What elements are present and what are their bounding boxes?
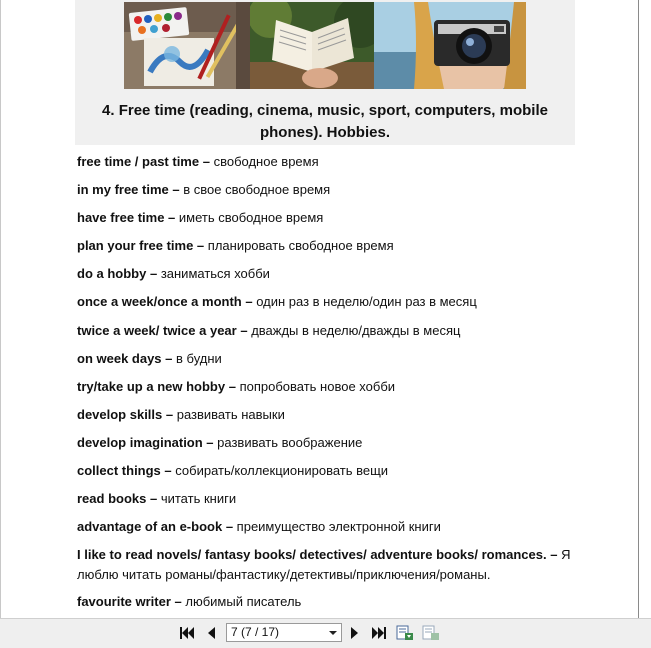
vocab-translation: развивать воображение [217,434,363,450]
vocab-separator: – [222,519,237,535]
next-page-icon[interactable] [346,625,364,641]
vocab-term: collect things [77,463,161,479]
vocab-translation: преимущество электронной книги [236,519,441,535]
vocab-entry [77,405,597,433]
vocab-entry [77,461,597,489]
camera-photo [374,2,526,89]
vocab-separator: – [193,238,208,254]
vocab-term: try/take up a new hobby [77,378,226,394]
vocab-entry [77,489,597,517]
vocab-translation: планировать свободное время [207,238,394,254]
page-select[interactable] [226,623,342,642]
vocab-translation: заниматься хобби [160,266,270,282]
vocab-entry [77,152,597,180]
vocab-translation: читать книги [160,491,237,507]
vocab-entry [77,321,597,349]
vocab-separator: – [162,406,177,422]
vocab-separator: – [241,294,257,310]
vocab-entry [77,433,597,461]
vocab-term: develop skills [77,406,163,422]
vocab-term: have free time [77,210,165,226]
page-settings-icon[interactable] [396,625,414,641]
vocab-translation: иметь свободное время [178,210,324,226]
vocab-translation: в свое свободное время [183,182,331,198]
navigation-toolbar [0,618,651,648]
vocab-separator: – [160,463,176,479]
vocab-term: develop imagination [77,434,203,450]
first-page-icon[interactable] [178,625,196,641]
vocab-translation: любимый писатель [185,594,302,610]
vocabulary-list [77,152,597,618]
vocab-translation: собирать/коллекционировать вещи [175,463,389,479]
vocab-separator: – [225,378,240,394]
vocab-separator: – [236,322,252,338]
vocab-separator: – [546,547,562,563]
vocab-term: I like to read novels/ fantasy books/ detectives/ adventure books/ romances. [77,547,547,563]
vocab-separator: – [146,266,161,282]
vocab-term: favourite writer [77,594,171,610]
vocab-term: read books [77,491,147,507]
vocab-entry [77,264,597,292]
vocab-translation: в будни [176,350,222,366]
vocab-translation: Я люблю читать романы/фантастику/детективы/приключения/романы. [77,547,571,583]
vocab-separator: – [202,434,218,450]
vocab-separator: – [161,350,177,366]
vocab-term: plan your free time [77,238,194,254]
prev-page-icon[interactable] [202,625,220,641]
vocab-separator: – [170,594,186,610]
page-left-edge [0,0,1,618]
vocab-entry [77,180,597,208]
vocab-term: on week days [77,350,162,366]
vocab-translation: попробовать новое хобби [239,378,396,394]
header-photos [124,2,526,89]
vocab-entry [77,292,597,320]
vocab-separator: – [168,182,184,198]
vocab-separator: – [199,154,214,169]
vocab-separator: – [146,491,161,507]
vocab-translation: свободное время [213,154,319,169]
vocab-entry [77,517,597,545]
painting-supplies-photo [124,2,250,89]
section-heading: 4. Free time (reading, cinema, music, sport, computers, mobile phones). Hobbies. [102,102,548,141]
vocab-translation: развивать навыки [176,406,285,422]
page-number-display: 7 (7 / 17) [231,625,280,639]
vocab-term: free time / past time [77,154,200,169]
last-page-icon[interactable] [370,625,388,641]
vocab-term: in my free time [77,182,169,198]
vocab-entry [77,592,597,618]
vocab-entry [77,545,597,592]
vocab-separator: – [164,210,179,226]
vocab-entry [77,349,597,377]
vocab-entry [77,208,597,236]
vocab-term: once a week/once a month [77,294,242,310]
vocab-term: twice a week/ twice a year [77,322,237,338]
vocab-translation: дважды в неделю/дважды в месяц [251,322,461,338]
page-export-icon[interactable] [422,625,440,641]
vocab-term: do a hobby [77,266,147,282]
vocab-entry [77,377,597,405]
vocab-translation: один раз в неделю/один раз в месяц [256,294,477,310]
vocab-entry [77,236,597,264]
chevron-down-icon [329,631,337,635]
page-right-edge [638,0,639,618]
reading-book-photo [250,2,374,89]
vocab-term: advantage of an e-book [77,519,223,535]
